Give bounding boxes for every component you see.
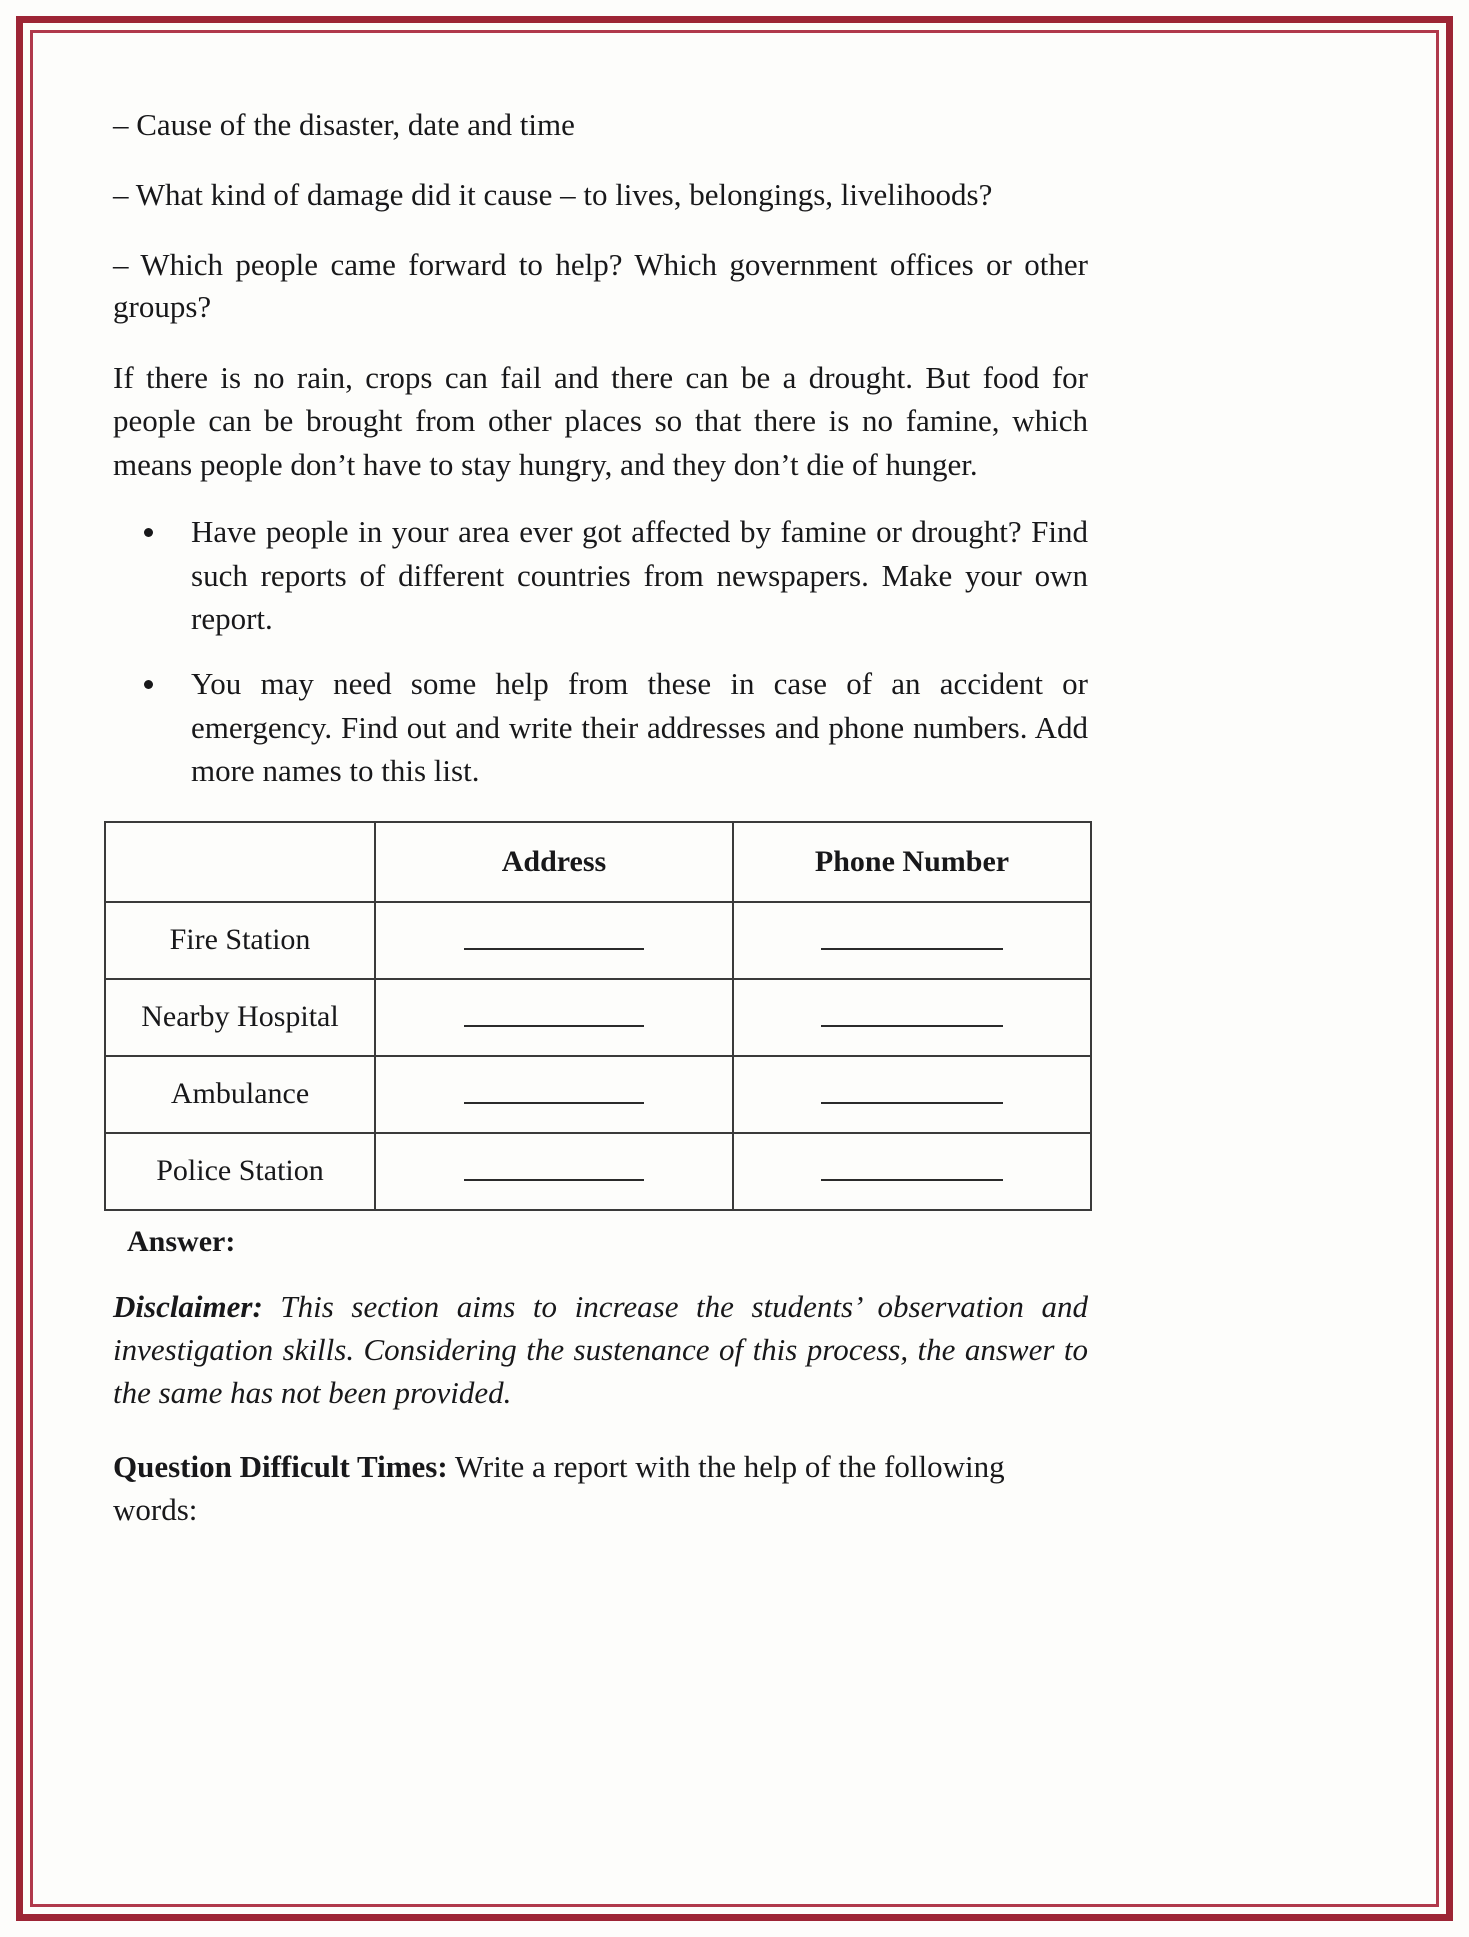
list-item-text: You may need some help from these in case of an accident or emergency. Find out and write their addresses and phone numbers. Add more names to this list. (191, 666, 1088, 789)
write-in-line (821, 1179, 1003, 1181)
row-label-police-station: Police Station (105, 1133, 375, 1210)
write-in-line (464, 1179, 644, 1181)
table-header-row (105, 822, 1091, 902)
dash-item-3: – Which people came forward to help? Which government offices or other groups? (113, 246, 1088, 325)
write-in-line (821, 1102, 1003, 1104)
disclaimer-paragraph (113, 1285, 1088, 1415)
bullet-dot-icon (144, 528, 153, 537)
list-item (113, 662, 1088, 792)
row-label-nearby-hospital: Nearby Hospital (105, 979, 375, 1056)
phone-field-nearby-hospital[interactable] (733, 979, 1091, 1056)
write-in-line (464, 948, 644, 950)
table-row (105, 979, 1091, 1056)
address-field-fire-station[interactable] (375, 902, 733, 979)
list-item-text: Have people in your area ever got affected by famine or drought? Find such reports of different countries from newspapers. Make your own report. (191, 514, 1088, 637)
final-question-lead: Question Difficult Times: (113, 1448, 448, 1484)
answer-label: Answer: (127, 1224, 236, 1258)
final-question-body: Write a report with the help of the following words: (113, 1448, 1005, 1528)
disclaimer-body: This section aims to increase the students’ observation and investigation skills. Considering the sustenance of this process, the answer to the same has not been provided. (113, 1288, 1088, 1411)
emergency-contacts-table (104, 821, 1092, 1211)
write-in-line (821, 1025, 1003, 1027)
address-field-nearby-hospital[interactable] (375, 979, 733, 1056)
dash-item-2: – What kind of damage did it cause – to lives, belongings, livelihoods? (113, 176, 993, 212)
bullet-dot-icon (144, 680, 153, 689)
write-in-line (464, 1102, 644, 1104)
activity-bullet-list (113, 510, 1088, 792)
table-row (105, 902, 1091, 979)
disclaimer-lead: Disclaimer: (113, 1288, 263, 1324)
address-field-police-station[interactable] (375, 1133, 733, 1210)
phone-field-ambulance[interactable] (733, 1056, 1091, 1133)
row-label-fire-station: Fire Station (105, 902, 375, 979)
dash-item-1: – Cause of the disaster, date and time (113, 107, 575, 142)
row-label-ambulance: Ambulance (105, 1056, 375, 1133)
page-content (113, 104, 1088, 1532)
table-header-address: Address (375, 822, 733, 902)
intro-paragraph: If there is no rain, crops can fail and there can be a drought. But food for people can be brought from other places so that there is no famine, which means people don’t have to stay hungry, and they don’t die of hunger. (113, 360, 1088, 482)
table-header-phone: Phone Number (733, 822, 1091, 902)
final-question-paragraph (113, 1445, 1088, 1532)
phone-field-fire-station[interactable] (733, 902, 1091, 979)
table-row (105, 1056, 1091, 1133)
address-field-ambulance[interactable] (375, 1056, 733, 1133)
write-in-line (821, 948, 1003, 950)
table-row (105, 1133, 1091, 1210)
list-item (113, 510, 1088, 640)
phone-field-police-station[interactable] (733, 1133, 1091, 1210)
table-header-blank (105, 822, 375, 902)
write-in-line (464, 1025, 644, 1027)
